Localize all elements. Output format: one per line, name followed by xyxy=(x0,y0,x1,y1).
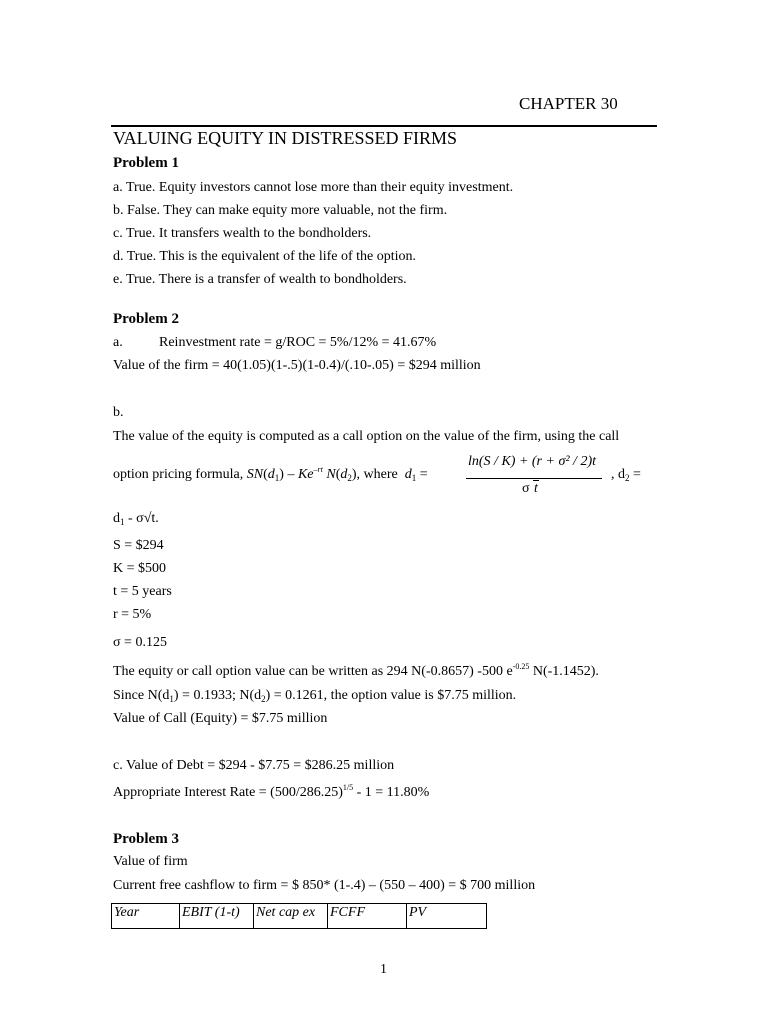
problem1-item-a: a. True. Equity investors cannot lose more than their equity investment. xyxy=(113,180,514,195)
problem2-a-label: a. xyxy=(113,335,123,350)
param-k: K = $500 xyxy=(113,561,167,576)
param-r: r = 5% xyxy=(113,607,152,622)
where-text: , where xyxy=(356,467,398,482)
fcff-table xyxy=(111,903,487,929)
equity-value-text: The equity or call option value can be written as 294 N(-0.8657) -500 $e^{-0.25}$ N(-1.1452). xyxy=(113,662,599,679)
table-header-ebit: EBIT (1-t) xyxy=(180,904,254,929)
firm-value: Value of the firm = 40(1.05)(1-.5)(1-0.4)/(.10-.05) = $294 million xyxy=(113,358,481,373)
fcff-text: Current free cashflow to firm = $ 850* (1-.4) – (550 – 400) = $ 700 million xyxy=(113,878,536,893)
debt-value: c. Value of Debt = $294 - $7.75 = $286.25 million xyxy=(113,758,395,773)
interest-rate: Appropriate Interest Rate = $(500/286.25)^{1/5} - 1 = 11.80\%$ xyxy=(113,783,430,800)
call-value: Value of Call (Equity) = $7.75 million xyxy=(113,711,328,726)
table-header-row xyxy=(112,904,487,929)
problem1-item-e: e. True. There is a transfer of wealth to bondholders. xyxy=(113,272,407,287)
since-text: Since $N(d_1) = 0.1933$; $N(d_2) = 0.1261$, the option value is $7.75 million. xyxy=(113,688,517,704)
value-of-firm-label: Value of firm xyxy=(113,854,188,869)
table-header-pv: PV xyxy=(407,904,487,929)
problem2-b-label: b. xyxy=(113,405,124,420)
problem1-item-b: b. False. They can make equity more valuable, not the firm. xyxy=(113,203,448,218)
table-header-year: Year xyxy=(112,904,180,929)
problem2-heading: Problem 2 xyxy=(113,311,179,327)
formula-intro: option pricing formula, xyxy=(113,467,244,482)
problem1-item-d: d. True. This is the equivalent of the life of the option. xyxy=(113,249,417,264)
d1-formula xyxy=(463,454,605,498)
d1-numerator: ln(S / K) + (r + σ² / 2)t xyxy=(468,454,596,469)
formula-line: option pricing formula, $SN(d_1) - Ke^{-rt}$ $N(d_2)$, where $d_1$ = xyxy=(113,465,428,483)
table-header-netcapex: Net cap ex xyxy=(254,904,328,929)
problem1-item-c: c. True. It transfers wealth to the bondholders. xyxy=(113,226,372,241)
chapter-label: CHAPTER 30 xyxy=(519,94,618,113)
header-rule xyxy=(111,125,657,127)
d1-denominator: σ t xyxy=(522,481,538,496)
d2-equals: , $d_2$ = xyxy=(611,467,641,483)
param-t: t = 5 years xyxy=(113,584,172,599)
page-title: VALUING EQUITY IN DISTRESSED FIRMS xyxy=(113,128,458,148)
problem1-heading: Problem 1 xyxy=(113,155,179,171)
problem3-heading: Problem 3 xyxy=(113,831,179,847)
param-s: S = $294 xyxy=(113,538,164,553)
fraction-bar xyxy=(466,478,602,479)
call-option-text: The value of the equity is computed as a call option on the value of the firm, using the call xyxy=(113,429,620,444)
param-sigma: σ = 0.125 xyxy=(113,635,167,650)
page-number: 1 xyxy=(380,962,387,977)
table-header-fcff: FCFF xyxy=(328,904,407,929)
reinvestment-rate: Reinvestment rate = g/ROC = 5%/12% = 41.67% xyxy=(159,335,437,350)
call-option-formula: $SN(d_1) - Ke^{-rt}$ $N(d_2)$ xyxy=(246,465,357,483)
d1-minus-sigma: $d_1 - \sigma√t$. xyxy=(113,511,159,527)
